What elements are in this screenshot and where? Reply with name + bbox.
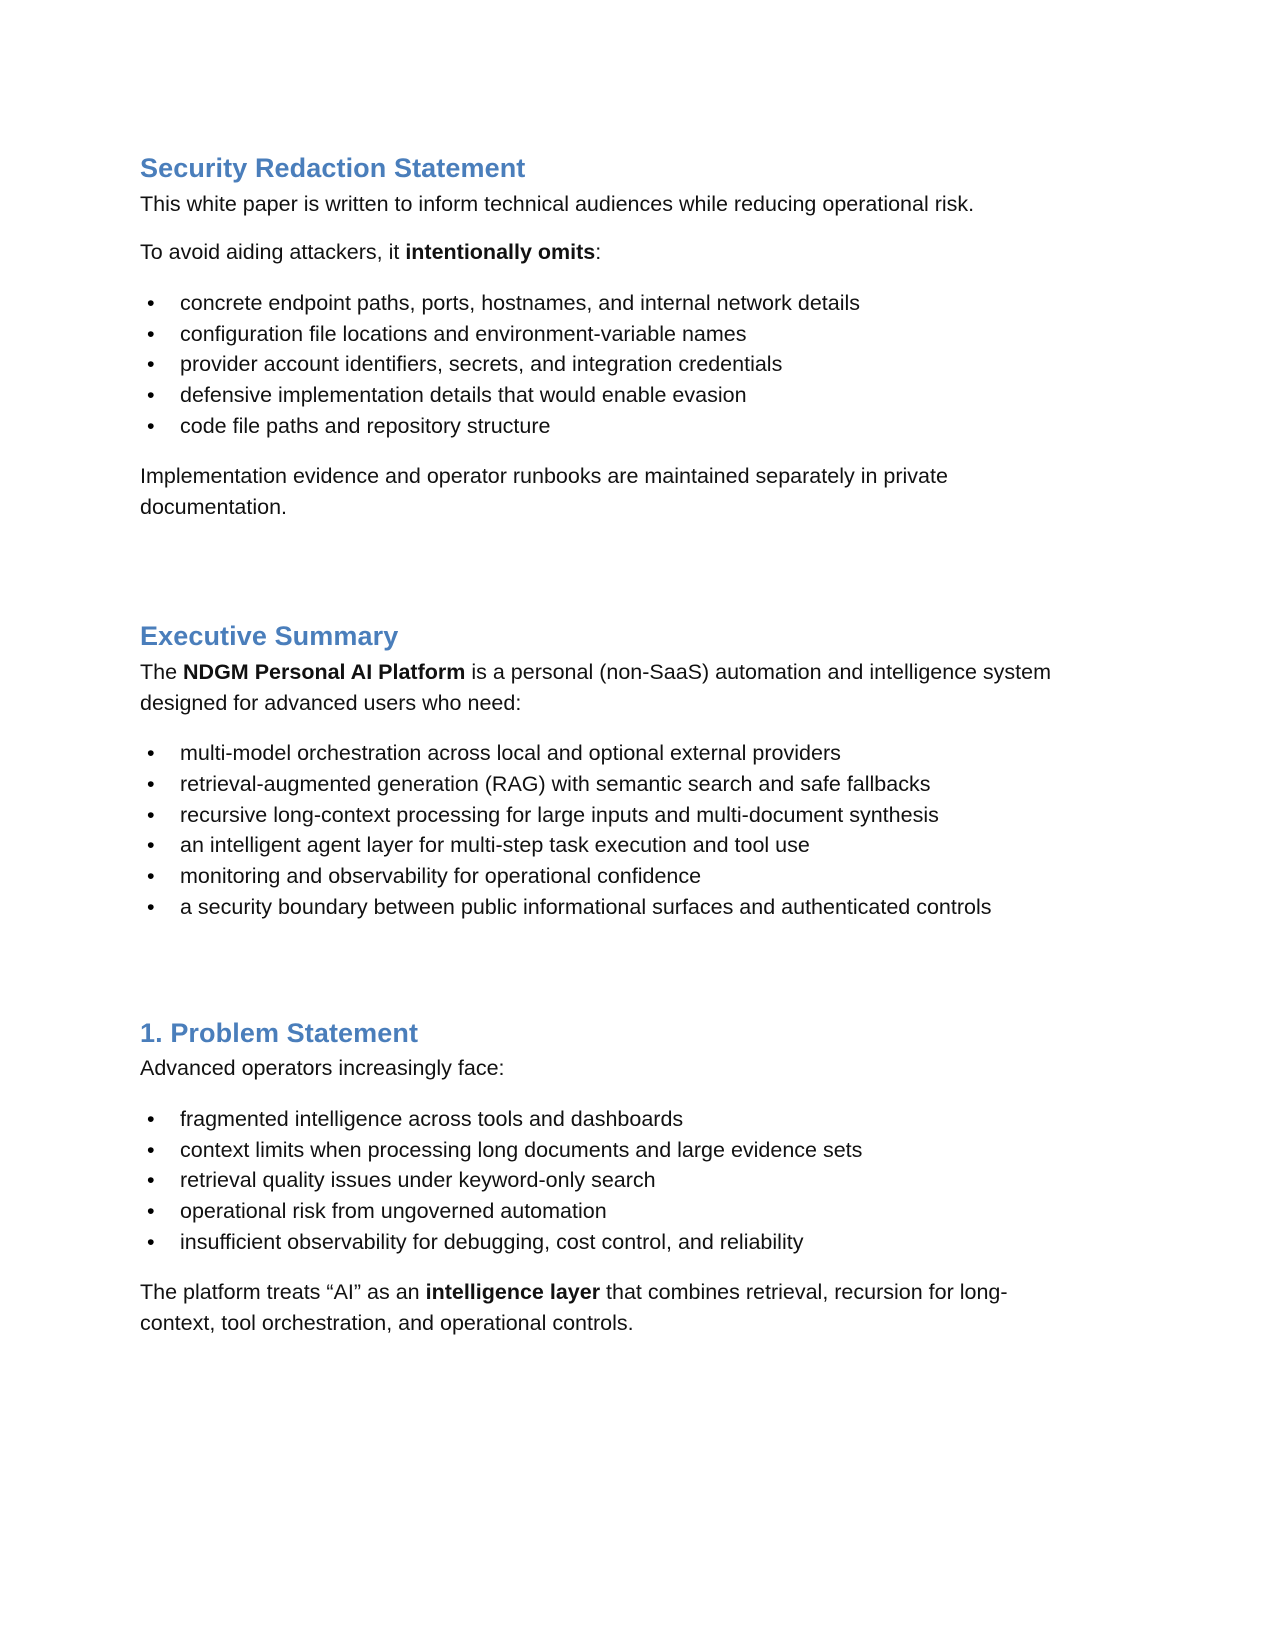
section-spacer xyxy=(140,544,1076,620)
list-item-label: retrieval-augmented generation (RAG) with semantic search and safe fallbacks xyxy=(180,772,931,797)
bullet-icon: • xyxy=(147,413,155,438)
list-item-label: monitoring and observability for operational confidence xyxy=(180,864,702,889)
paragraph-security-closing: Implementation evidence and operator runbooks are maintained separately in private documentation. xyxy=(140,464,948,519)
bullet-icon: • xyxy=(147,1106,155,1131)
list-item-label: context limits when processing long documents and large evidence sets xyxy=(180,1137,863,1162)
bullet-icon: • xyxy=(147,1229,155,1254)
bullet-icon: • xyxy=(147,290,155,315)
list-item xyxy=(140,862,1076,891)
list-item-label: concrete endpoint paths, ports, hostnames, and internal network details xyxy=(180,290,861,315)
list-item-label: operational risk from ungoverned automation xyxy=(180,1199,607,1224)
bullet-icon: • xyxy=(147,833,155,858)
list-item xyxy=(140,320,1076,349)
paragraph-security-lead xyxy=(140,237,1076,268)
heading-executive-summary: Executive Summary xyxy=(140,621,399,652)
list-executive-capabilities xyxy=(140,739,1076,921)
bullet-icon: • xyxy=(147,383,155,408)
list-item-label: fragmented intelligence across tools and dashboards xyxy=(180,1106,684,1131)
paragraph-security-intro: This white paper is written to inform technical audiences while reducing operational risk. xyxy=(140,191,975,216)
list-item-label: recursive long-context processing for large inputs and multi-document synthesis xyxy=(180,802,939,827)
list-item xyxy=(140,1166,1076,1195)
list-item-label: retrieval quality issues under keyword-only search xyxy=(180,1168,656,1193)
list-item-label: multi-model orchestration across local and optional external providers xyxy=(180,741,841,766)
list-item xyxy=(140,1136,1076,1165)
closing-text-before: The platform treats “AI” as an xyxy=(140,1280,426,1305)
paragraph-executive-lead xyxy=(140,657,1076,718)
bullet-icon: • xyxy=(147,864,155,889)
bullet-icon: • xyxy=(147,1199,155,1224)
bullet-icon: • xyxy=(147,352,155,377)
lead-text-before: The xyxy=(140,660,184,685)
list-item-label: a security boundary between public informational surfaces and authenticated controls xyxy=(180,894,992,919)
bullet-icon: • xyxy=(147,1168,155,1193)
list-item-label: configuration file locations and environment-variable names xyxy=(180,321,747,346)
list-item xyxy=(140,739,1076,768)
list-item-label: code file paths and repository structure xyxy=(180,413,551,438)
list-item xyxy=(140,1197,1076,1226)
list-item-label: an intelligent agent layer for multi-step task execution and tool use xyxy=(180,833,810,858)
list-item-label: insufficient observability for debugging, cost control, and reliability xyxy=(180,1229,804,1254)
section-problem-statement xyxy=(140,1017,1076,1339)
bullet-icon: • xyxy=(147,741,155,766)
closing-text-bold: intelligence layer xyxy=(425,1280,601,1305)
bullet-icon: • xyxy=(147,894,155,919)
lead-text-after: is a personal (non-SaaS) automation and intelligence system designed for advanced users who need: xyxy=(140,660,1051,715)
lead-text-bold: intentionally omits xyxy=(405,240,596,265)
lead-text-bold: NDGM Personal AI Platform xyxy=(183,660,466,685)
list-item xyxy=(140,289,1076,318)
list-item xyxy=(140,770,1076,799)
list-item xyxy=(140,1228,1076,1257)
heading-security-redaction-statement: Security Redaction Statement xyxy=(140,153,526,183)
list-item xyxy=(140,831,1076,860)
list-item xyxy=(140,412,1076,441)
list-item xyxy=(140,801,1076,830)
lead-text-after: : xyxy=(595,240,602,265)
lead-text-before: To avoid aiding attackers, it xyxy=(140,240,406,265)
list-problem-challenges xyxy=(140,1105,1076,1256)
list-item-label: defensive implementation details that would enable evasion xyxy=(180,383,747,408)
document-body xyxy=(140,152,1076,1360)
bullet-icon: • xyxy=(147,1137,155,1162)
bullet-icon: • xyxy=(147,321,155,346)
heading-problem-statement: 1. Problem Statement xyxy=(140,1017,419,1048)
list-item xyxy=(140,381,1076,410)
section-spacer xyxy=(140,943,1076,1017)
bullet-icon: • xyxy=(147,802,155,827)
paragraph-problem-intro: Advanced operators increasingly face: xyxy=(140,1056,505,1081)
list-item-label: provider account identifiers, secrets, and integration credentials xyxy=(180,352,783,377)
section-security-redaction-statement xyxy=(140,152,1076,522)
section-executive-summary xyxy=(140,620,1076,921)
paragraph-problem-closing xyxy=(140,1277,1076,1338)
list-item xyxy=(140,350,1076,379)
closing-text-after: that combines retrieval, recursion for long-context, tool orchestration, and operational controls. xyxy=(140,1280,1008,1335)
list-item xyxy=(140,1105,1076,1134)
list-item xyxy=(140,893,1076,922)
bullet-icon: • xyxy=(147,772,155,797)
list-security-omissions xyxy=(140,289,1076,440)
